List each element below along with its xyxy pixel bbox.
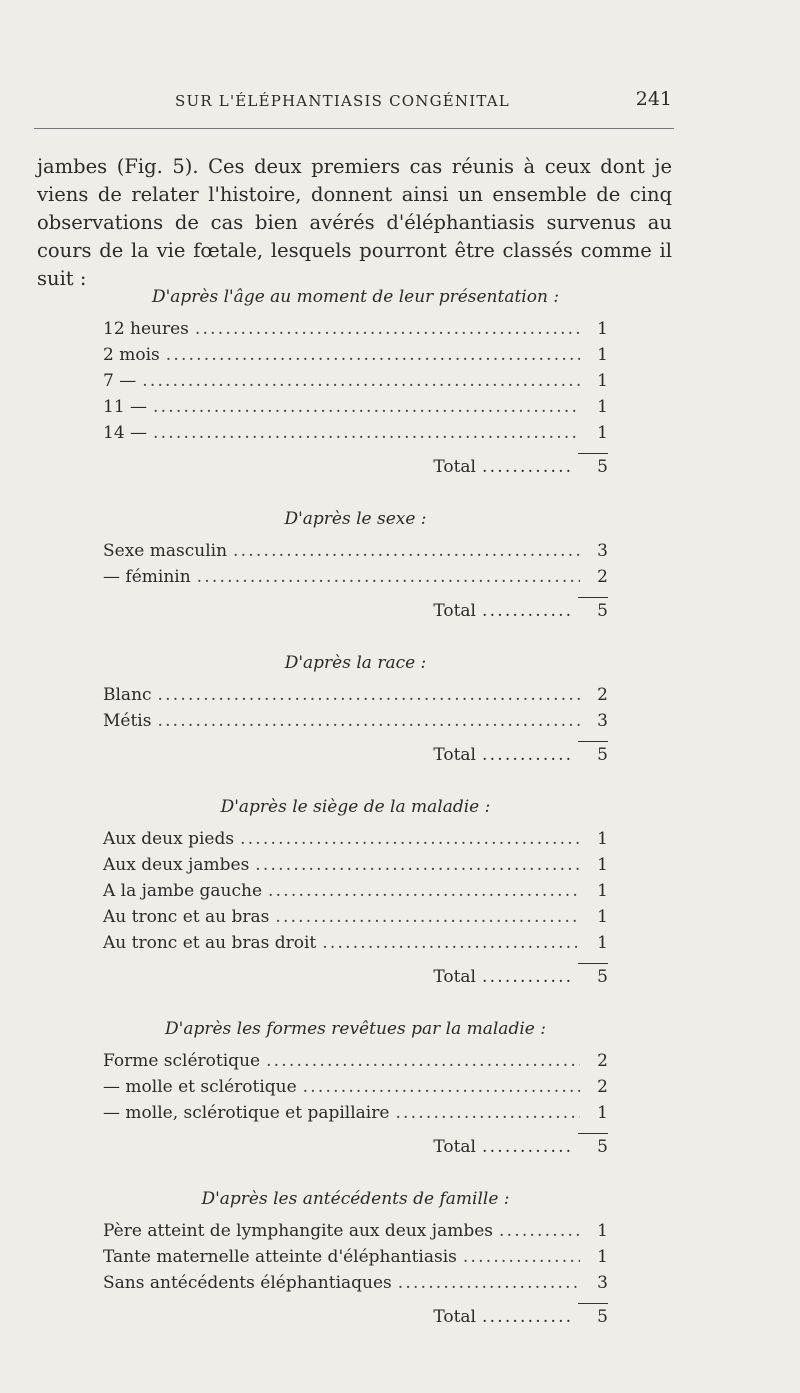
total-row — [103, 452, 608, 482]
row-count: 3 — [597, 541, 608, 561]
intro-text: jambes (Fig. 5). Ces deux premiers cas réunis à ceux dont je viens de relater l'histoire, donnent ainsi un ensemble de cinq observations de cas bien avérés d'éléphantiasis survenus au cours de la vie fœtale, lesquels pourront être classés comme il suit : — [37, 155, 672, 290]
total-row — [103, 1132, 608, 1162]
dot-leader — [268, 878, 580, 904]
dot-leader — [303, 1074, 580, 1100]
row-label: 2 mois — [103, 345, 160, 365]
table-row — [103, 682, 608, 708]
row-label: Blanc — [103, 685, 152, 705]
dot-leader — [398, 1270, 580, 1296]
table-section — [103, 504, 608, 626]
row-count: 2 — [597, 1077, 608, 1097]
total-label: Total — [433, 745, 476, 765]
table-section — [103, 1184, 608, 1332]
row-count: 3 — [597, 711, 608, 731]
row-count: 1 — [597, 907, 608, 927]
row-label: Tante maternelle atteinte d'éléphantiasis — [103, 1247, 457, 1267]
table-section — [103, 282, 608, 482]
row-label: Aux deux pieds — [103, 829, 235, 849]
total-count: 5 — [578, 963, 608, 990]
row-label: 7 — — [103, 371, 137, 391]
section-title: D'après les formes revêtues par la maladie : — [165, 1019, 546, 1039]
section-title: D'après l'âge au moment de leur présentation : — [151, 287, 560, 307]
row-label: 12 heures — [103, 319, 189, 339]
total-row — [103, 1302, 608, 1332]
row-count: 2 — [597, 685, 608, 705]
section-title: D'après la race : — [284, 653, 427, 673]
table-row — [103, 1074, 608, 1100]
table-row — [103, 316, 608, 342]
table-section — [103, 648, 608, 770]
table-row — [103, 1048, 608, 1074]
dot-leader — [482, 1132, 572, 1162]
total-label: Total — [433, 1137, 476, 1157]
row-label: Forme sclérotique — [103, 1051, 261, 1071]
row-label: 14 — — [103, 423, 148, 443]
table-row — [103, 1244, 608, 1270]
table-row — [103, 708, 608, 734]
table-row — [103, 1100, 608, 1126]
row-label: Sans antécédents éléphantiaques — [103, 1273, 392, 1293]
table-row — [103, 420, 608, 446]
total-row — [103, 962, 608, 992]
total-count: 5 — [578, 1303, 608, 1330]
dot-leader — [499, 1218, 580, 1244]
page-number: 241 — [635, 88, 672, 110]
section-title: D'après le siège de la maladie : — [220, 797, 491, 817]
row-count: 1 — [597, 1103, 608, 1123]
row-count: 1 — [597, 933, 608, 953]
table-row — [103, 852, 608, 878]
table-row — [103, 1218, 608, 1244]
table-row — [103, 368, 608, 394]
total-count: 5 — [578, 597, 608, 624]
classification-tables — [103, 282, 608, 1354]
total-count: 5 — [578, 1133, 608, 1160]
table-row — [103, 342, 608, 368]
dot-leader — [482, 452, 572, 482]
dot-leader — [395, 1100, 580, 1126]
total-row — [103, 596, 608, 626]
dot-leader — [233, 538, 580, 564]
row-count: 2 — [597, 1051, 608, 1071]
row-count: 1 — [597, 423, 608, 443]
row-count: 1 — [597, 881, 608, 901]
dot-leader — [482, 962, 572, 992]
table-row — [103, 904, 608, 930]
total-label: Total — [433, 1307, 476, 1327]
row-count: 1 — [597, 397, 608, 417]
dot-leader — [153, 420, 580, 446]
row-count: 1 — [597, 1247, 608, 1267]
table-row — [103, 878, 608, 904]
table-row — [103, 564, 608, 590]
row-label: A la jambe gauche — [103, 881, 263, 901]
row-count: 3 — [597, 1273, 608, 1293]
dot-leader — [482, 1302, 572, 1332]
total-label: Total — [433, 457, 476, 477]
total-count: 5 — [578, 453, 608, 480]
row-label: Père atteint de lymphangite aux deux jambes — [103, 1221, 493, 1241]
row-count: 1 — [597, 371, 608, 391]
dot-leader — [197, 564, 580, 590]
dot-leader — [153, 394, 580, 420]
dot-leader — [275, 904, 580, 930]
row-label: Sexe masculin — [103, 541, 228, 561]
dot-leader — [142, 368, 580, 394]
table-row — [103, 538, 608, 564]
dot-leader — [266, 1048, 580, 1074]
dot-leader — [482, 596, 572, 626]
dot-leader — [158, 682, 580, 708]
table-row — [103, 826, 608, 852]
row-label: — féminin — [103, 567, 191, 587]
row-label: Au tronc et au bras droit — [103, 933, 317, 953]
row-label: Aux deux jambes — [103, 855, 250, 875]
header-rule — [34, 128, 674, 129]
row-count: 2 — [597, 567, 608, 587]
dot-leader — [166, 342, 580, 368]
row-count: 1 — [597, 829, 608, 849]
section-title: D'après le sexe : — [284, 509, 427, 529]
table-section — [103, 792, 608, 992]
row-label: Métis — [103, 711, 152, 731]
total-count: 5 — [578, 741, 608, 768]
row-count: 1 — [597, 855, 608, 875]
row-count: 1 — [597, 345, 608, 365]
dot-leader — [195, 316, 580, 342]
table-section — [103, 1014, 608, 1162]
intro-paragraph — [37, 153, 672, 293]
dot-leader — [240, 826, 580, 852]
row-count: 1 — [597, 319, 608, 339]
running-title: SUR L'ÉLÉPHANTIASIS CONGÉNITAL — [175, 92, 510, 110]
total-label: Total — [433, 601, 476, 621]
dot-leader — [255, 852, 580, 878]
dot-leader — [157, 708, 580, 734]
row-label: — molle et sclérotique — [103, 1077, 297, 1097]
dot-leader — [482, 740, 572, 770]
row-label: — molle, sclérotique et papillaire — [103, 1103, 390, 1123]
dot-leader — [322, 930, 580, 956]
row-count: 1 — [597, 1221, 608, 1241]
page-header — [150, 88, 680, 118]
section-title: D'après les antécédents de famille : — [201, 1189, 510, 1209]
row-label: 11 — — [103, 397, 148, 417]
table-row — [103, 1270, 608, 1296]
row-label: Au tronc et au bras — [103, 907, 270, 927]
total-row — [103, 740, 608, 770]
table-row — [103, 930, 608, 956]
dot-leader — [463, 1244, 580, 1270]
total-label: Total — [433, 967, 476, 987]
table-row — [103, 394, 608, 420]
